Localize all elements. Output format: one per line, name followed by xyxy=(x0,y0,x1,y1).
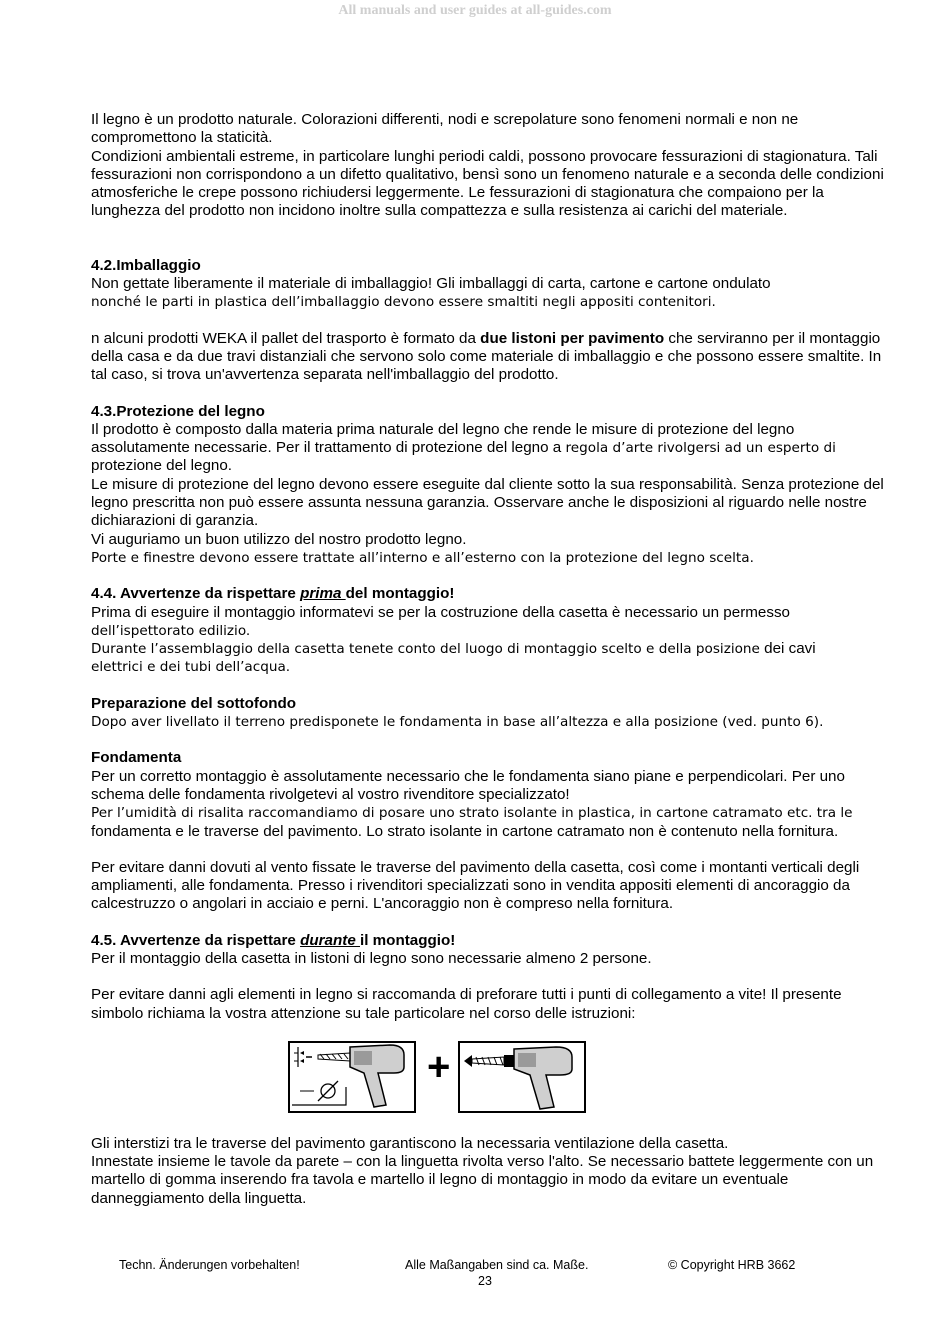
section-4-3-paragraph-2: Le misure di protezione del legno devono essere eseguite dal cliente sotto la sua responsabilità. Senza protezione del legno prescritta non può essere assunta nessuna garanzia. Osservare anche le disposizioni al riguardo nelle nostre dichiarazioni di garanzia. xyxy=(91,475,884,530)
section-4-3-paragraph-4: Porte e finestre devono essere trattate all’interno e all’esterno con la protezione del legno scelta. xyxy=(91,549,754,566)
section-4-4-paragraph-2 xyxy=(91,640,886,658)
emphasis-text: prima xyxy=(300,585,346,603)
text-run: che serviranno per il montaggio della casa e da due travi distanziali che servono solo come materiale di imballaggio e che possono essere smaltite. In tal caso, si trova un'avvertenza separata nell'imballaggio del prodotto. xyxy=(91,329,882,384)
intro-paragraph-2: Condizioni ambientali estreme, in particolare lunghi periodi caldi, possono provocare fessurazioni di stagionatura. Tali fessurazioni non corrispondono a un difetto qualitativo, bensì sono un fenomeno naturale e a seconda delle condizioni atmosferiche le crepe possono richiudersi leggermente. Le fessurazioni di stagionatura che compaiono per la lunghezza del prodotto non incidono inoltre sulla compattezza e sulla resistenza ai carichi del materiale. xyxy=(91,147,884,220)
section-4-2-heading: 4.2.Imballaggio xyxy=(91,256,201,274)
text-run: il montaggio! xyxy=(360,931,456,949)
page-number: 23 xyxy=(478,1274,492,1288)
foundation-paragraph-2b: fondamenta e le traverse del pavimento. Lo strato isolante in cartone catramato non è contenuto nella fornitura. xyxy=(91,822,839,840)
screw-drill-icon xyxy=(458,1041,586,1113)
section-4-5-heading xyxy=(91,932,886,950)
preparation-paragraph: Dopo aver livellato il terreno predisponete le fondamenta in base all’altezza e alla posizione (ved. punto 6). xyxy=(91,714,824,731)
footer-left: Techn. Änderungen vorbehalten! xyxy=(119,1258,300,1272)
document-body xyxy=(91,111,886,1208)
text-run: del montaggio! xyxy=(345,585,455,603)
section-4-3-paragraph-3: Vi auguriamo un buon utilizzo del nostro prodotto legno. xyxy=(91,530,467,548)
section-4-2-paragraph-2: nonché le parti in plastica dell’imballaggio devono essere smaltiti negli appositi contenitori. xyxy=(91,294,716,311)
text-run: regola d’arte rivolgersi ad un esperto di xyxy=(565,440,836,457)
foundation-heading: Fondamenta xyxy=(91,749,182,767)
text-run: 4.5. Avvertenze da rispettare xyxy=(91,931,301,949)
text-run: dei cavi xyxy=(759,640,816,658)
section-4-5-paragraph-1: Per il montaggio della casetta in listoni di legno sono necessarie almeno 2 persone. xyxy=(91,949,652,967)
foundation-paragraph-2a: Per l’umidità di risalita raccomandiamo di posare uno strato isolante in plastica, in cartone catramato etc. tra le xyxy=(91,805,853,822)
text-run: Durante l’assemblaggio della casetta tenete conto del luogo di montaggio scelto e della posizione xyxy=(91,641,760,658)
text-run: n alcuni prodotti WEKA il pallet del trasporto è formato da xyxy=(91,329,481,347)
section-4-5-paragraph-2: Per evitare danni agli elementi in legno si raccomanda di preforare tutti i punti di collegamento a vite! Il presente simbolo richiama la vostra attenzione su tale particolare nel corso delle istruzioni: xyxy=(91,986,842,1022)
section-4-2-paragraph-3 xyxy=(91,330,886,385)
section-4-5-paragraph-3: Gli interstizi tra le traverse del pavimento garantiscono la necessaria ventilazione della casetta. xyxy=(91,1134,729,1152)
emphasis-text: durante xyxy=(300,931,360,949)
section-4-2-paragraph-1: Non gettate liberamente il materiale di imballaggio! Gli imballaggi di carta, cartone e cartone ondulato xyxy=(91,275,771,293)
text-run: protezione del legno. xyxy=(91,457,233,475)
text-run: 4.4. Avvertenze da rispettare xyxy=(91,585,301,603)
drill-bit-diameter-icon xyxy=(288,1041,416,1113)
footer-copyright: © Copyright HRB 3662 xyxy=(668,1258,796,1272)
predrill-symbol-figure xyxy=(91,1033,886,1135)
section-4-4-paragraph-2b: elettrici e dei tubi dell’acqua. xyxy=(91,659,291,676)
foundation-paragraph-3: Per evitare danni dovuti al vento fissate le traverse del pavimento della casetta, così come i montanti verticali degli ampliamenti, alle fondamenta. Presso i rivenditori specializzati sono in vendita appositi elementi di ancoraggio da calcestruzzo o angolari in acciaio e perni. L'ancoraggio non è compreso nella fornitura. xyxy=(91,858,860,913)
section-4-3-heading: 4.3.Protezione del legno xyxy=(91,402,265,420)
section-4-3-paragraph-1 xyxy=(91,421,886,476)
intro-paragraph-1: Il legno è un prodotto naturale. Colorazioni differenti, nodi e screpolature sono fenomeni normali e non ne compromettono la staticità. xyxy=(91,111,799,147)
section-4-4-paragraph-1b: dell’ispettorato edilizio. xyxy=(91,622,251,639)
text-run: Il prodotto è composto dalla materia prima naturale del legno che rende le misure di protezione del legno assolutamente necessarie. Per il trattamento di protezione del legno a xyxy=(91,420,795,457)
section-4-4-paragraph-1: Prima di eseguire il montaggio informatevi se per la costruzione della casetta è necessario un permesso xyxy=(91,603,790,621)
bold-text: due listoni per pavimento xyxy=(480,329,665,347)
section-4-5-paragraph-4: Innestate insieme le tavole da parete – con la linguetta rivolta verso l'alto. Se necessario battete leggermente con un martello di gomma inserendo fra tavola e martello il legno di montaggio in modo da evitare un eventuale danneggiamento della linguetta. xyxy=(91,1153,874,1207)
preparation-heading: Preparazione del sottofondo xyxy=(91,694,297,712)
plus-sign: + xyxy=(427,1044,451,1089)
foundation-paragraph-1: Per un corretto montaggio è assolutamente necessario che le fondamenta siano piane e perpendicolari. Per uno schema delle fondamenta rivolgetevi al vostro rivenditore specializzato! xyxy=(91,767,845,803)
section-4-4-heading xyxy=(91,585,886,603)
footer-center: Alle Maßangaben sind ca. Maße. xyxy=(405,1258,589,1272)
watermark: All manuals and user guides at all-guides.com xyxy=(338,3,612,18)
